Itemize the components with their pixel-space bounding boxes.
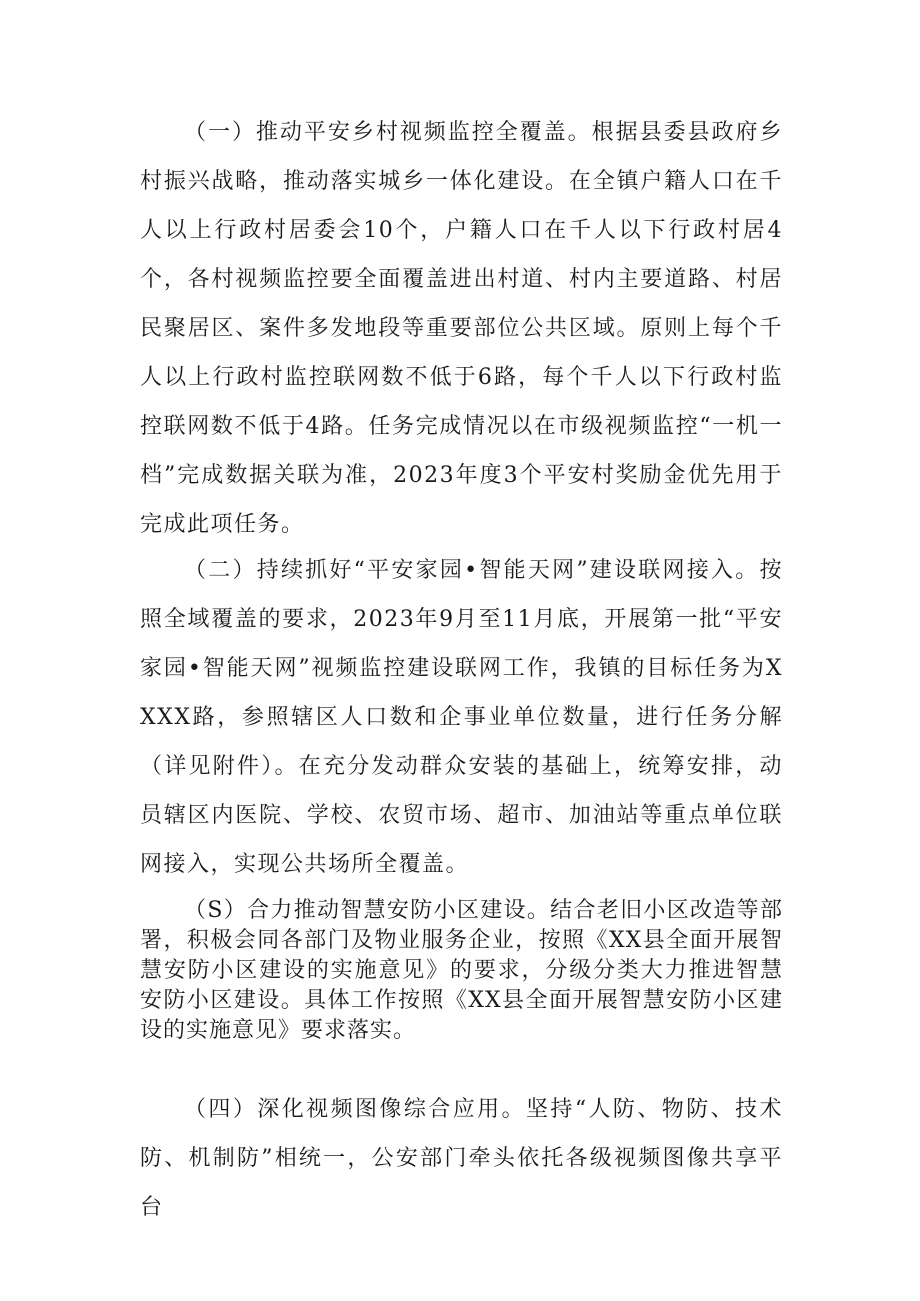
paragraph-section-4: （四）深化视频图像综合应用。坚持“人防、物防、技术防、机制防”相统一，公安部门牵头依托各级视频图像共享平台 — [140, 1097, 783, 1220]
paragraph-section-3: （S）合力推动智慧安防小区建设。结合老旧小区改造等部署，积极会同各部门及物业服务企业，按照《XX县全面开展智慧安防小区建设的实施意见》的要求，分级分类大力推进智慧安防小区建设。具体工作按照《XX县全面开展智慧安防小区建设的实施意见》要求落实。 — [140, 898, 783, 1043]
paragraph-section-1: （一）推动平安乡村视频监控全覆盖。根据县委县政府乡村振兴战略，推动落实城乡一体化建设。在全镇户籍人口在千人以上行政村居委会10个，户籍人口在千人以下行政村居4个，各村视频监控要全面覆盖进出村道、村内主要道路、村居民聚居区、案件多发地段等重要部位公共区域。原则上每个千人以上行政村监控联网数不低于6路，每个千人以下行政村监控联网数不低于4路。任务完成情况以在市级视频监控“一机一档”完成数据关联为准，2023年度3个平安村奖励金优先用于完成此项任务。 — [140, 120, 783, 537]
paragraph-section-2: （二）持续抓好“平安家园•智能天网”建设联网接入。按照全域覆盖的要求，2023年9月至11月底，开展第一批“平安家园•智能天网”视频监控建设联网工作，我镇的目标任务为XXXX路，参照辖区人口数和企事业单位数量，进行任务分解（详见附件）。在充分发动群众安装的基础上，统筹安排，动员辖区内医院、学校、农贸市场、超市、加油站等重点单位联网接入，实现公共场所全覆盖。 — [140, 558, 783, 877]
